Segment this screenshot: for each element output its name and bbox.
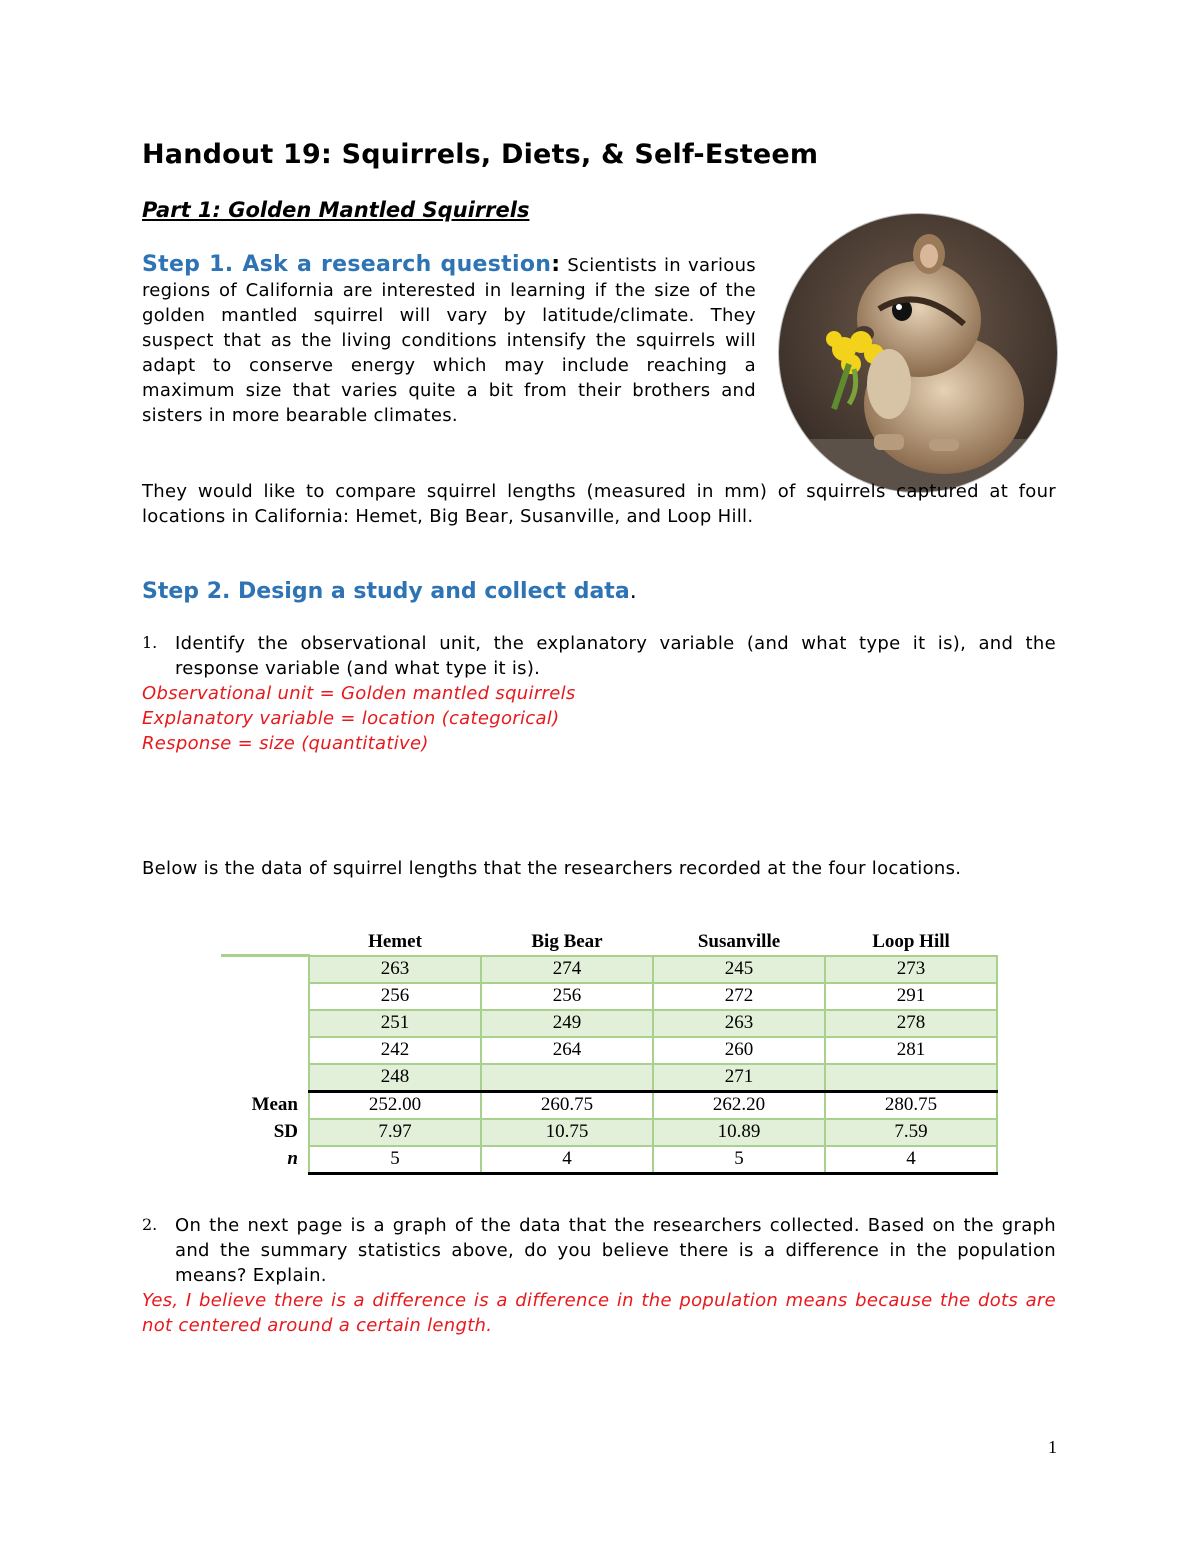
table-cell: 263 — [653, 1010, 825, 1037]
stat-cell: 4 — [825, 1146, 997, 1174]
question-1-text: Identify the observational unit, the explanatory variable (and what type it is), and the response variable (and what type it is). — [175, 633, 1056, 679]
stats-row-mean — [221, 1091, 997, 1119]
stat-cell: 5 — [653, 1146, 825, 1174]
question-1-answer-1: Observational unit = Golden mantled squirrels — [142, 683, 576, 704]
table-cell: 281 — [825, 1037, 997, 1064]
stats-row-n — [221, 1146, 997, 1174]
stat-cell: 4 — [481, 1146, 653, 1174]
table-cell — [825, 1064, 997, 1092]
step1-heading: Step 1. Ask a research question — [142, 252, 552, 277]
stat-cell: 10.75 — [481, 1119, 653, 1146]
table-cell: 291 — [825, 983, 997, 1010]
step1-paragraph — [142, 252, 756, 428]
stat-cell: 260.75 — [481, 1091, 653, 1119]
question-1-number: 1. — [142, 633, 158, 652]
step2-heading: Step 2. Design a study and collect data — [142, 579, 630, 604]
question-2-answer: Yes, I believe there is a difference is a difference in the population means because the dots are not centered around a certain length. — [142, 1290, 1056, 1336]
column-header-big-bear: Big Bear — [531, 930, 603, 952]
table-cell: 263 — [309, 956, 481, 983]
table-row — [221, 983, 997, 1010]
stat-cell: 5 — [309, 1146, 481, 1174]
table-cell: 278 — [825, 1010, 997, 1037]
table-cell: 271 — [653, 1064, 825, 1092]
stat-cell: 280.75 — [825, 1091, 997, 1119]
table-cell: 251 — [309, 1010, 481, 1037]
step2-dot: . — [629, 579, 637, 604]
stat-cell: 262.20 — [653, 1091, 825, 1119]
table-cell: 260 — [653, 1037, 825, 1064]
table-cell: 245 — [653, 956, 825, 983]
stat-cell: 10.89 — [653, 1119, 825, 1146]
question-2-number: 2. — [142, 1215, 158, 1234]
table-cell — [481, 1064, 653, 1092]
column-header-loop-hill: Loop Hill — [872, 930, 950, 952]
question-1-answer-2: Explanatory variable = location (categorical) — [142, 708, 560, 729]
handout-title: Handout 19: Squirrels, Diets, & Self-Esteem — [142, 139, 819, 170]
step1-text: Scientists in various regions of California are interested in learning if the size of the golden mantled squirrel will vary by latitude/climate. They suspect that as the living conditions intensify the squirrels will adapt to conserve energy which may include reaching a maximum size that varies quite a bit from their brothers and sisters in more bearable climates. — [142, 255, 756, 426]
question-1-answer-3: Response = size (quantitative) — [142, 733, 429, 754]
row-label-mean: Mean — [251, 1093, 298, 1115]
page-number: 1 — [1048, 1437, 1057, 1457]
squirrel-image — [779, 214, 1057, 492]
squirrel-photo — [779, 214, 1057, 492]
squirrel-length-table — [221, 929, 998, 1175]
stat-cell: 7.97 — [309, 1119, 481, 1146]
table-cell: 249 — [481, 1010, 653, 1037]
row-label-n: n — [287, 1148, 298, 1170]
table-header-row — [221, 929, 997, 956]
column-header-hemet: Hemet — [368, 930, 422, 952]
stat-cell: 252.00 — [309, 1091, 481, 1119]
table-cell: 264 — [481, 1037, 653, 1064]
step1-paragraph-2: They would like to compare squirrel lengths (measured in mm) of squirrels captured at four locations in California: Hemet, Big Bear, Susanville, and Loop Hill. — [142, 481, 1056, 527]
table-row — [221, 1037, 997, 1064]
question-2-text: On the next page is a graph of the data that the researchers collected. Based on the graph and the summary statistics above, do you believe there is a difference in the population means? Explain. — [175, 1215, 1056, 1286]
stats-row-sd — [221, 1119, 997, 1146]
table-cell: 248 — [309, 1064, 481, 1092]
table-cell: 272 — [653, 983, 825, 1010]
step2-heading-line — [142, 579, 637, 604]
column-header-susanville: Susanville — [697, 930, 781, 952]
table-cell: 242 — [309, 1037, 481, 1064]
table-row — [221, 1010, 997, 1037]
table-cell: 256 — [309, 983, 481, 1010]
table-cell: 256 — [481, 983, 653, 1010]
step1-colon: : — [551, 252, 561, 277]
part-heading: Part 1: Golden Mantled Squirrels — [142, 198, 530, 222]
table-cell: 273 — [825, 956, 997, 983]
stat-cell: 7.59 — [825, 1119, 997, 1146]
data-intro-paragraph: Below is the data of squirrel lengths that the researchers recorded at the four locations. — [142, 858, 962, 879]
table-cell: 274 — [481, 956, 653, 983]
table-row — [221, 1064, 997, 1092]
table-row — [221, 956, 997, 983]
row-label-sd: SD — [273, 1121, 298, 1142]
